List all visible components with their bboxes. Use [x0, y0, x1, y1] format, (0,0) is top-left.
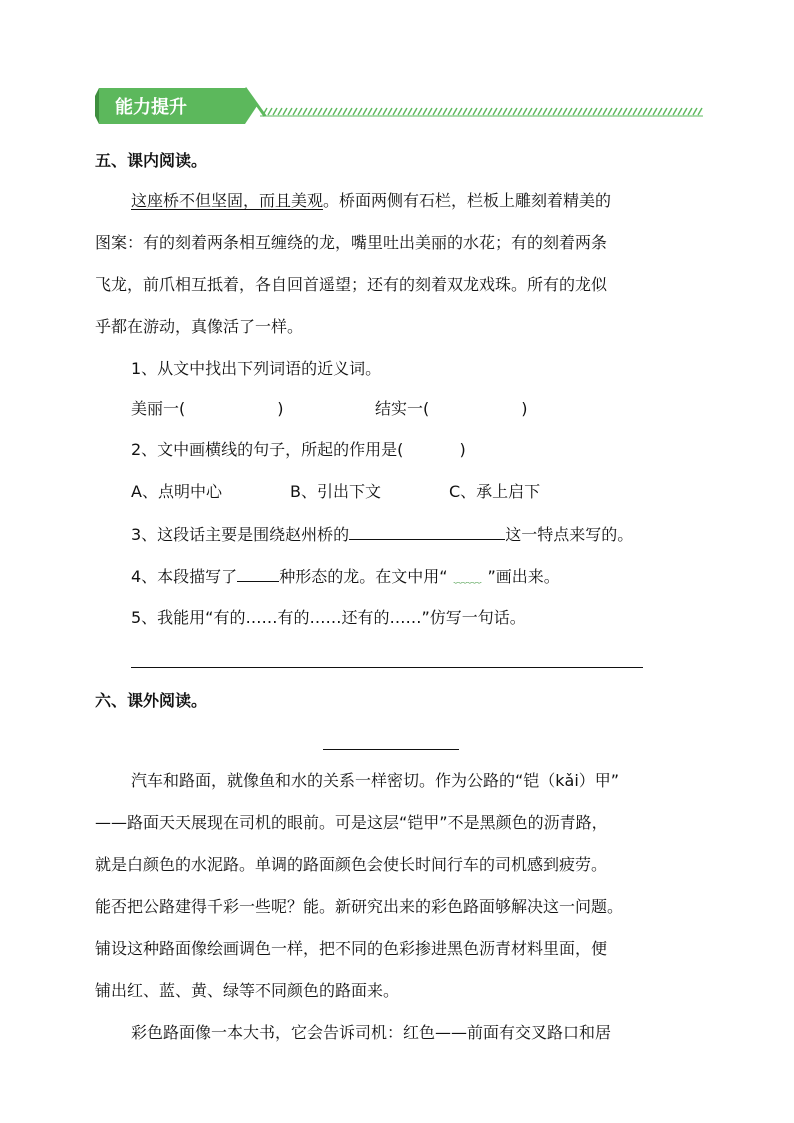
para2-line-1: 彩色路面像一本大书，它会告诉司机：红色——前面有交叉路口和居 [131, 1023, 612, 1042]
para1-line-2: ——路面天天展现在司机的眼前。可是这层“铠甲”不是黑颜色的沥青路， [95, 813, 608, 832]
underlined-sentence: 这座桥不但坚固，而且美观 [131, 191, 324, 210]
banner-title: 能力提升 [115, 97, 187, 118]
q5-answer-line[interactable] [131, 667, 643, 668]
question-1: 1、从文中找出下列词语的近义词。 [131, 359, 382, 378]
q1-answer-a: 美丽一( ) [131, 399, 284, 418]
para1-line-3: 就是白颜色的水泥路。单调的路面颜色会使长时间行车的司机感到疲劳。 [95, 855, 608, 874]
q1-b-blank[interactable] [429, 398, 521, 414]
q2-option-a: A、点明中心 [131, 482, 222, 501]
q2-option-c: C、承上启下 [449, 482, 541, 501]
para1-line-1: 汽车和路面，就像鱼和水的关系一样密切。作为公路的“铠（kǎi）甲” [131, 771, 620, 790]
question-5: 5、我能用“有的……有的……还有的……”仿写一句话。 [131, 608, 526, 627]
q2-blank[interactable] [403, 439, 459, 455]
para1-line-4: 能否把公路建得千彩一些呢？能。新研究出来的彩色路面够解决这一问题。 [95, 897, 624, 916]
para1-line-6: 铺出红、蓝、黄、绿等不同颜色的路面来。 [95, 981, 400, 1000]
passage-line-3: 飞龙，前爪相互抵着，各自回首遥望；还有的刻着双龙戏珠。所有的龙似 [95, 275, 608, 294]
para1-line-5: 铺设这种路面像绘画调色一样，把不同的色彩掺进黑色沥青材料里面，便 [95, 939, 608, 958]
question-4: 4、本段描写了 种形态的龙。在文中用“ ﹏﹏ ”画出来。 [131, 565, 560, 589]
passage-line-2: 图案：有的刻着两条相互缠绕的龙，嘴里吐出美丽的水花；有的刻着两条 [95, 233, 608, 252]
wavy-line-mark: ﹏﹏ [453, 570, 482, 586]
passage-line-1: 这座桥不但坚固，而且美观。桥面两侧有石栏，栏板上雕刻着精美的 [131, 191, 612, 210]
banner-hatch [260, 108, 703, 116]
passage-line-4: 乎都在游动，真像活了一样。 [95, 317, 304, 336]
question-3: 3、这段话主要是围绕赵州桥的 这一特点来写的。 [131, 525, 634, 544]
section6-heading: 六、课外阅读。 [95, 691, 208, 710]
q3-blank[interactable] [349, 523, 505, 540]
section-banner [95, 86, 705, 126]
q1-a-blank[interactable] [185, 398, 277, 414]
question-2: 2、文中画横线的句子，所起的作用是( ) [131, 440, 466, 459]
q2-option-b: B、引出下文 [290, 482, 381, 501]
section5-heading: 五、课内阅读。 [95, 151, 208, 170]
q4-blank[interactable] [237, 565, 279, 582]
title-blank[interactable] [323, 749, 459, 750]
q1-answer-b: 结实一( ) [375, 399, 528, 418]
